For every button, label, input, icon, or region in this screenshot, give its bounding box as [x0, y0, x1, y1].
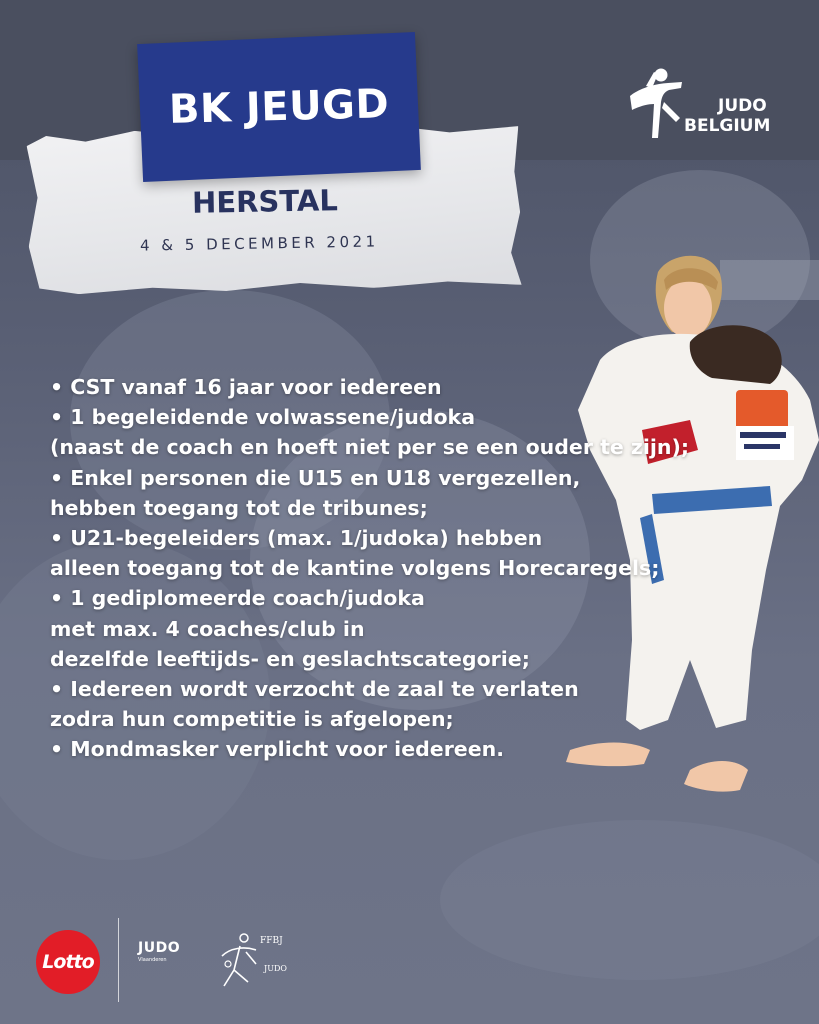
- ffbj-label: FFBJ: [260, 936, 283, 946]
- ffbj-judoka-icon: [216, 930, 262, 992]
- sponsor-bar: [0, 910, 819, 1000]
- judo-belgium-wordmark: [684, 96, 770, 136]
- rule-line: • U21-begeleiders (max. 1/judoka) hebben: [50, 526, 543, 551]
- rules-list: [50, 372, 810, 765]
- sponsor-divider: [118, 918, 119, 1002]
- event-title: BK JEUGD: [168, 81, 390, 133]
- judo-vlaanderen-label: JUDO: [138, 940, 181, 956]
- rule-line: zodra hun competitie is afgelopen;: [50, 707, 454, 732]
- event-title-banner: [137, 32, 421, 182]
- lotto-logo: [36, 930, 100, 994]
- rule-line: • Mondmasker verplicht voor iedereen.: [50, 737, 504, 762]
- rule-line: • CST vanaf 16 jaar voor iedereen: [50, 375, 442, 399]
- judo-belgium-icon: [624, 66, 686, 140]
- rule-line: • 1 begeleidende volwassene/judoka: [50, 405, 476, 430]
- event-location: HERSTAL: [191, 183, 339, 220]
- logo-line-judo: JUDO: [718, 96, 767, 116]
- ffbj-logo: [216, 928, 306, 994]
- rule-line: • Iedereen wordt verzocht de zaal te verlaten: [50, 677, 579, 702]
- ffbj-sub: JUDO: [264, 964, 287, 973]
- rule-line: dezelfde leeftijds- en geslachtscategorie;: [50, 646, 530, 671]
- rule-line: met max. 4 coaches/club in: [50, 616, 365, 641]
- logo-line-belgium: BELGIUM: [684, 116, 771, 136]
- lotto-label: Lotto: [42, 951, 94, 973]
- judo-vlaanderen-logo: [138, 940, 180, 963]
- rule-line: • Enkel personen die U15 en U18 vergezellen,: [50, 465, 581, 490]
- judo-belgium-logo: [624, 66, 784, 146]
- judo-vlaanderen-sub: Vlaanderen: [138, 957, 167, 963]
- rule-line: • 1 gediplomeerde coach/judoka: [50, 586, 425, 611]
- event-date: 4 & 5 DECEMBER 2021: [139, 232, 379, 255]
- rule-line: (naast de coach en hoeft niet per se een ouder te zijn);: [50, 435, 690, 460]
- rule-line: alleen toegang tot de kantine volgens Horecaregels;: [50, 556, 660, 581]
- rule-line: hebben toegang tot de tribunes;: [50, 495, 428, 520]
